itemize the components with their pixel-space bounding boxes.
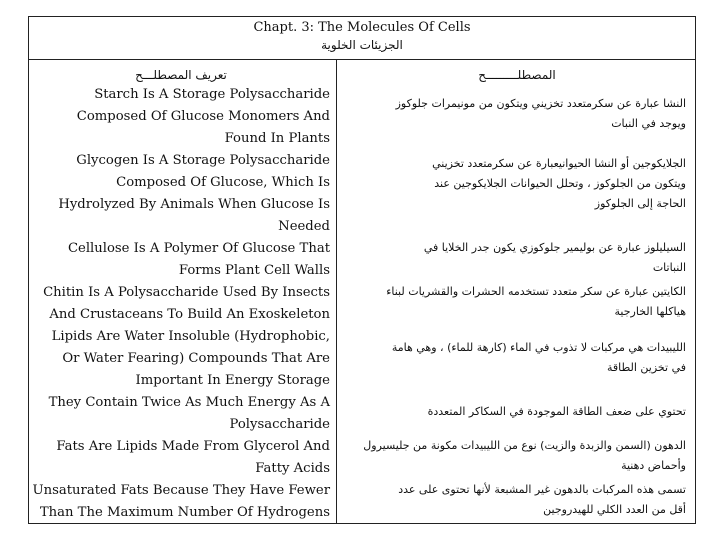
term-chitin: الكايتين عبارة عن سكر متعدد تستخدمه الحشرات والقشريات لبناء هياكلها الخارجية <box>386 285 686 318</box>
term-energy: تحتوي على ضعف الطاقة الموجودة في السكاكر المتعددة <box>427 405 686 418</box>
definition-unsaturated-fats: Unsaturated Fats Because They Have Fewer Than The Maximum Number Of Hydrogens <box>32 483 330 520</box>
term-unsaturated-fats: تسمى هذه المركبات بالدهون غير المشبعة لأنها تحتوى على عدد أقل من العدد الكلي للهيدروجين <box>398 483 686 516</box>
definition-column-header: تعريف المصطلـــح <box>135 68 227 82</box>
definition-chitin: Chitin Is A Polysaccharide Used By Insects And Crustaceans To Build An Exoskeleton <box>43 285 330 322</box>
term-column-header: المصطلـــــــــح <box>478 68 556 82</box>
definition-fats: Fats Are Lipids Made From Glycerol And Fatty Acids <box>56 439 330 476</box>
page-title: Chapt. 3: The Molecules Of Cells <box>253 20 471 35</box>
title-block <box>28 16 696 60</box>
definition-starch: Starch Is A Storage Polysaccharide Composed Of Glucose Monomers And Found In Plants <box>76 87 330 146</box>
term-cellulose: السيليلوز عبارة عن بوليمير جلوكوزي يكون جدر الخلايا في النباتات <box>423 241 686 274</box>
definition-energy: They Contain Twice As Much Energy As A Polysaccharide <box>48 395 330 432</box>
term-glycogen: الجلايكوجين أو النشا الحيوانيعبارة عن سكرمتعدد تخزيني ويتكون من الجلوكوز ، وتحلل الحيوانات الجلايكوجين عند الحاجة إلى الجلوكوز <box>432 157 686 210</box>
column-divider <box>336 60 337 524</box>
term-fats: الدهون (السمن والزبدة والزيت) نوع من الليبيدات مكونة من جليسيرول وأحماض دهنية <box>363 439 686 472</box>
definition-cellulose: Cellulose Is A Polymer Of Glucose That Forms Plant Cell Walls <box>67 241 330 278</box>
page-subtitle-arabic: الجزيئات الخلوية <box>321 38 403 52</box>
term-starch: النشا عبارة عن سكرمتعدد تخزيني ويتكون من مونيمرات جلوكوز ويوجد في النبات <box>395 97 686 130</box>
term-lipids: الليبيدات هي مركبات لا تذوب في الماء (كارهة للماء) ، وهي هامة في تخزين الطاقة <box>391 341 686 374</box>
definition-lipids: Lipids Are Water Insoluble (Hydrophobic, Or Water Fearing) Compounds That Are Important In Energy Storage <box>51 329 330 388</box>
definition-glycogen: Glycogen Is A Storage Polysaccharide Composed Of Glucose, Which Is Hydrolyzed By Animals When Glucose Is Needed <box>58 153 330 234</box>
